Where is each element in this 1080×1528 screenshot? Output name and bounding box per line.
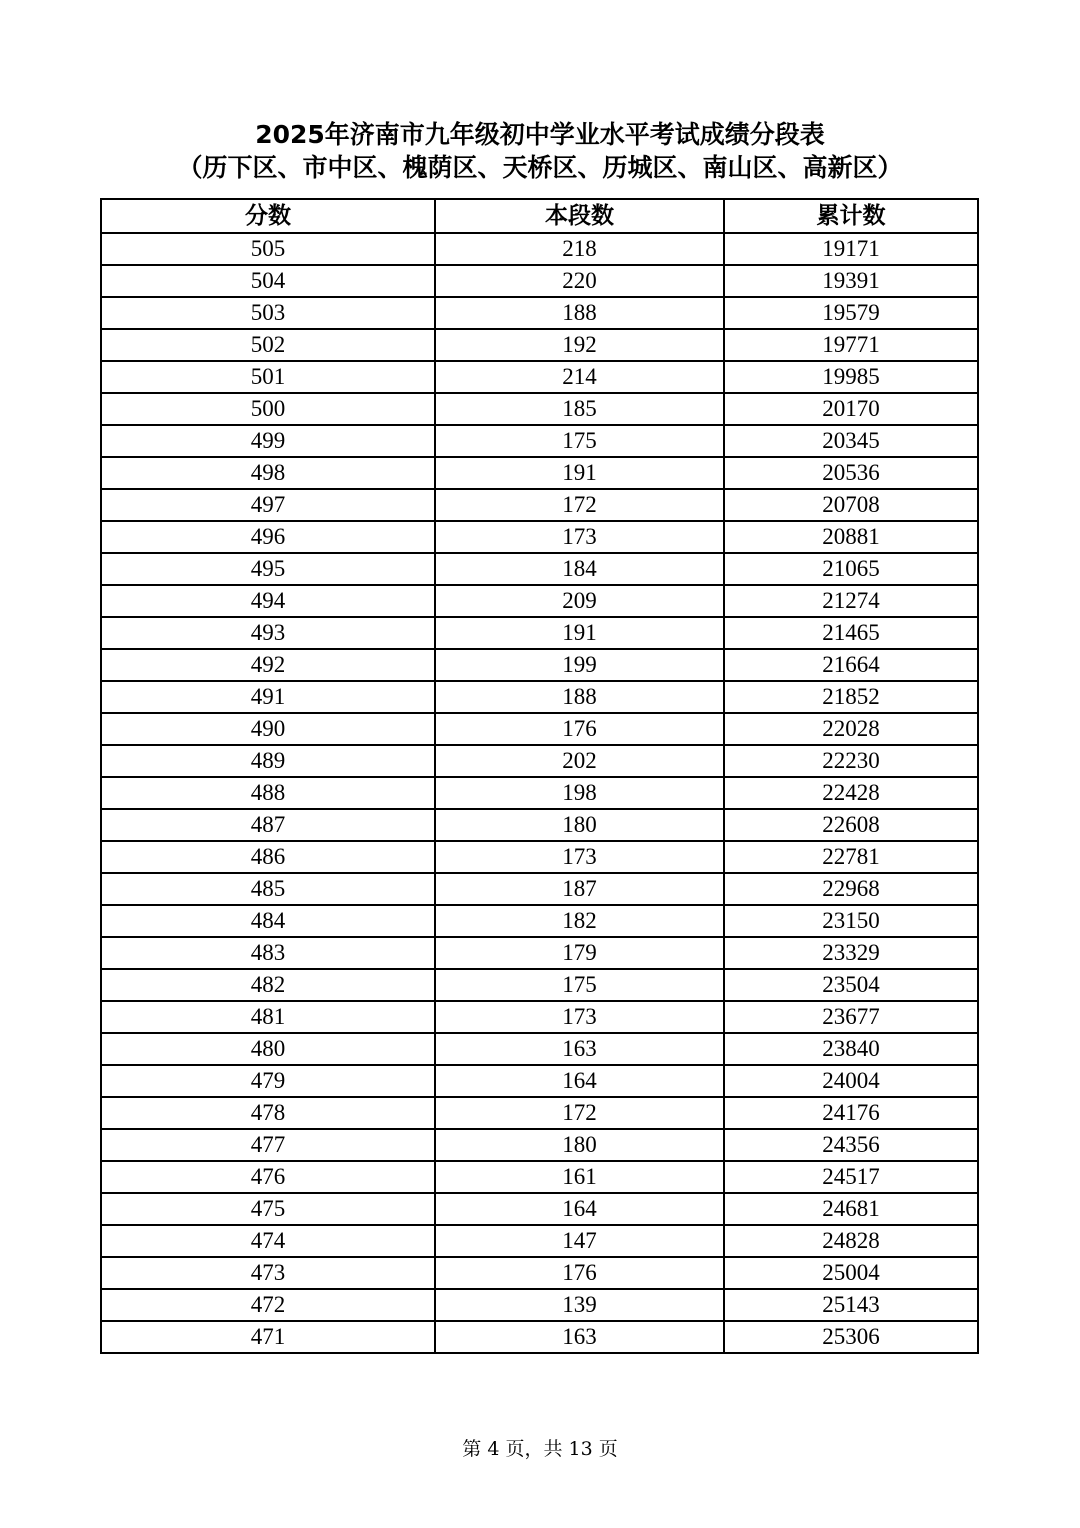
cell-segment-count: 161 (435, 1161, 724, 1193)
cell-cumulative-count: 25143 (724, 1289, 978, 1321)
cell-score: 496 (101, 521, 435, 553)
cell-segment-count: 180 (435, 809, 724, 841)
cell-score: 488 (101, 777, 435, 809)
table-row (101, 969, 978, 1001)
table-row (101, 1225, 978, 1257)
cell-segment-count: 199 (435, 649, 724, 681)
cell-cumulative-count: 24176 (724, 1097, 978, 1129)
cell-segment-count: 180 (435, 1129, 724, 1161)
cell-segment-count: 172 (435, 1097, 724, 1129)
cell-cumulative-count: 25306 (724, 1321, 978, 1353)
cell-cumulative-count: 25004 (724, 1257, 978, 1289)
table-row (101, 1161, 978, 1193)
cell-segment-count: 139 (435, 1289, 724, 1321)
cell-score: 480 (101, 1033, 435, 1065)
table-row (101, 745, 978, 777)
cell-cumulative-count: 20345 (724, 425, 978, 457)
cell-score: 478 (101, 1097, 435, 1129)
cell-cumulative-count: 24517 (724, 1161, 978, 1193)
cell-score: 492 (101, 649, 435, 681)
table-row (101, 873, 978, 905)
cell-cumulative-count: 23677 (724, 1001, 978, 1033)
cell-cumulative-count: 20170 (724, 393, 978, 425)
cell-score: 495 (101, 553, 435, 585)
cell-segment-count: 176 (435, 1257, 724, 1289)
table-row (101, 1289, 978, 1321)
cell-segment-count: 220 (435, 265, 724, 297)
cell-cumulative-count: 19579 (724, 297, 978, 329)
cell-segment-count: 188 (435, 681, 724, 713)
cell-score: 494 (101, 585, 435, 617)
cell-score: 491 (101, 681, 435, 713)
table-row (101, 521, 978, 553)
cell-score: 497 (101, 489, 435, 521)
cell-score: 477 (101, 1129, 435, 1161)
cell-score: 473 (101, 1257, 435, 1289)
cell-score: 493 (101, 617, 435, 649)
cell-cumulative-count: 21274 (724, 585, 978, 617)
cell-score: 475 (101, 1193, 435, 1225)
cell-segment-count: 163 (435, 1321, 724, 1353)
cell-cumulative-count: 20708 (724, 489, 978, 521)
cell-score: 490 (101, 713, 435, 745)
header-segment-count: 本段数 (435, 199, 724, 233)
cell-score: 498 (101, 457, 435, 489)
cell-cumulative-count: 24828 (724, 1225, 978, 1257)
cell-score: 482 (101, 969, 435, 1001)
cell-segment-count: 147 (435, 1225, 724, 1257)
cell-score: 502 (101, 329, 435, 361)
cell-segment-count: 185 (435, 393, 724, 425)
table-row (101, 681, 978, 713)
table-header-row (101, 199, 978, 233)
cell-score: 505 (101, 233, 435, 265)
cell-segment-count: 173 (435, 841, 724, 873)
cell-segment-count: 198 (435, 777, 724, 809)
table-row (101, 585, 978, 617)
cell-cumulative-count: 19771 (724, 329, 978, 361)
cell-score: 483 (101, 937, 435, 969)
table-row (101, 649, 978, 681)
header-cumulative-count: 累计数 (724, 199, 978, 233)
table-row (101, 393, 978, 425)
table-row (101, 809, 978, 841)
table-row (101, 489, 978, 521)
cell-score: 484 (101, 905, 435, 937)
cell-cumulative-count: 23840 (724, 1033, 978, 1065)
cell-score: 486 (101, 841, 435, 873)
table-row (101, 713, 978, 745)
table-row (101, 1321, 978, 1353)
table-body (101, 233, 978, 1353)
table-row (101, 905, 978, 937)
table-row (101, 1097, 978, 1129)
page-footer: 第 4 页，共 13 页 (462, 1438, 618, 1460)
cell-score: 485 (101, 873, 435, 905)
cell-segment-count: 182 (435, 905, 724, 937)
cell-cumulative-count: 22608 (724, 809, 978, 841)
cell-score: 487 (101, 809, 435, 841)
cell-cumulative-count: 19391 (724, 265, 978, 297)
cell-score: 471 (101, 1321, 435, 1353)
cell-score: 503 (101, 297, 435, 329)
header-score: 分数 (101, 199, 435, 233)
table-row (101, 777, 978, 809)
cell-score: 504 (101, 265, 435, 297)
table-row (101, 457, 978, 489)
table-row (101, 233, 978, 265)
cell-segment-count: 175 (435, 425, 724, 457)
cell-cumulative-count: 22781 (724, 841, 978, 873)
cell-cumulative-count: 21465 (724, 617, 978, 649)
cell-cumulative-count: 22028 (724, 713, 978, 745)
cell-score: 500 (101, 393, 435, 425)
table-row (101, 329, 978, 361)
cell-cumulative-count: 23329 (724, 937, 978, 969)
cell-segment-count: 191 (435, 617, 724, 649)
cell-cumulative-count: 21664 (724, 649, 978, 681)
table-row (101, 553, 978, 585)
cell-segment-count: 164 (435, 1065, 724, 1097)
document-title: 2025年济南市九年级初中学业水平考试成绩分段表 (255, 120, 825, 149)
cell-segment-count: 173 (435, 1001, 724, 1033)
cell-cumulative-count: 24004 (724, 1065, 978, 1097)
cell-segment-count: 218 (435, 233, 724, 265)
table-row (101, 1065, 978, 1097)
cell-segment-count: 164 (435, 1193, 724, 1225)
cell-score: 474 (101, 1225, 435, 1257)
cell-cumulative-count: 23150 (724, 905, 978, 937)
cell-segment-count: 179 (435, 937, 724, 969)
cell-segment-count: 184 (435, 553, 724, 585)
cell-score: 499 (101, 425, 435, 457)
score-distribution-table (100, 198, 979, 1354)
cell-score: 472 (101, 1289, 435, 1321)
table-row (101, 937, 978, 969)
table-row (101, 841, 978, 873)
cell-score: 481 (101, 1001, 435, 1033)
cell-cumulative-count: 22230 (724, 745, 978, 777)
cell-cumulative-count: 24681 (724, 1193, 978, 1225)
cell-cumulative-count: 19985 (724, 361, 978, 393)
cell-cumulative-count: 23504 (724, 969, 978, 1001)
cell-score: 479 (101, 1065, 435, 1097)
cell-segment-count: 188 (435, 297, 724, 329)
cell-cumulative-count: 21852 (724, 681, 978, 713)
cell-cumulative-count: 21065 (724, 553, 978, 585)
table-row (101, 425, 978, 457)
cell-segment-count: 191 (435, 457, 724, 489)
cell-cumulative-count: 20536 (724, 457, 978, 489)
table-row (101, 617, 978, 649)
table-row (101, 1257, 978, 1289)
cell-cumulative-count: 19171 (724, 233, 978, 265)
table-row (101, 1129, 978, 1161)
cell-segment-count: 163 (435, 1033, 724, 1065)
cell-segment-count: 209 (435, 585, 724, 617)
cell-segment-count: 172 (435, 489, 724, 521)
cell-score: 501 (101, 361, 435, 393)
table-row (101, 1001, 978, 1033)
cell-score: 489 (101, 745, 435, 777)
table-row (101, 297, 978, 329)
cell-score: 476 (101, 1161, 435, 1193)
cell-segment-count: 176 (435, 713, 724, 745)
table-row (101, 361, 978, 393)
table-row (101, 265, 978, 297)
cell-cumulative-count: 20881 (724, 521, 978, 553)
cell-segment-count: 192 (435, 329, 724, 361)
cell-cumulative-count: 22968 (724, 873, 978, 905)
table-row (101, 1193, 978, 1225)
cell-segment-count: 214 (435, 361, 724, 393)
cell-cumulative-count: 22428 (724, 777, 978, 809)
table-row (101, 1033, 978, 1065)
document-subtitle: （历下区、市中区、槐荫区、天桥区、历城区、南山区、高新区） (177, 153, 903, 182)
cell-segment-count: 173 (435, 521, 724, 553)
cell-segment-count: 202 (435, 745, 724, 777)
cell-cumulative-count: 24356 (724, 1129, 978, 1161)
cell-segment-count: 187 (435, 873, 724, 905)
cell-segment-count: 175 (435, 969, 724, 1001)
